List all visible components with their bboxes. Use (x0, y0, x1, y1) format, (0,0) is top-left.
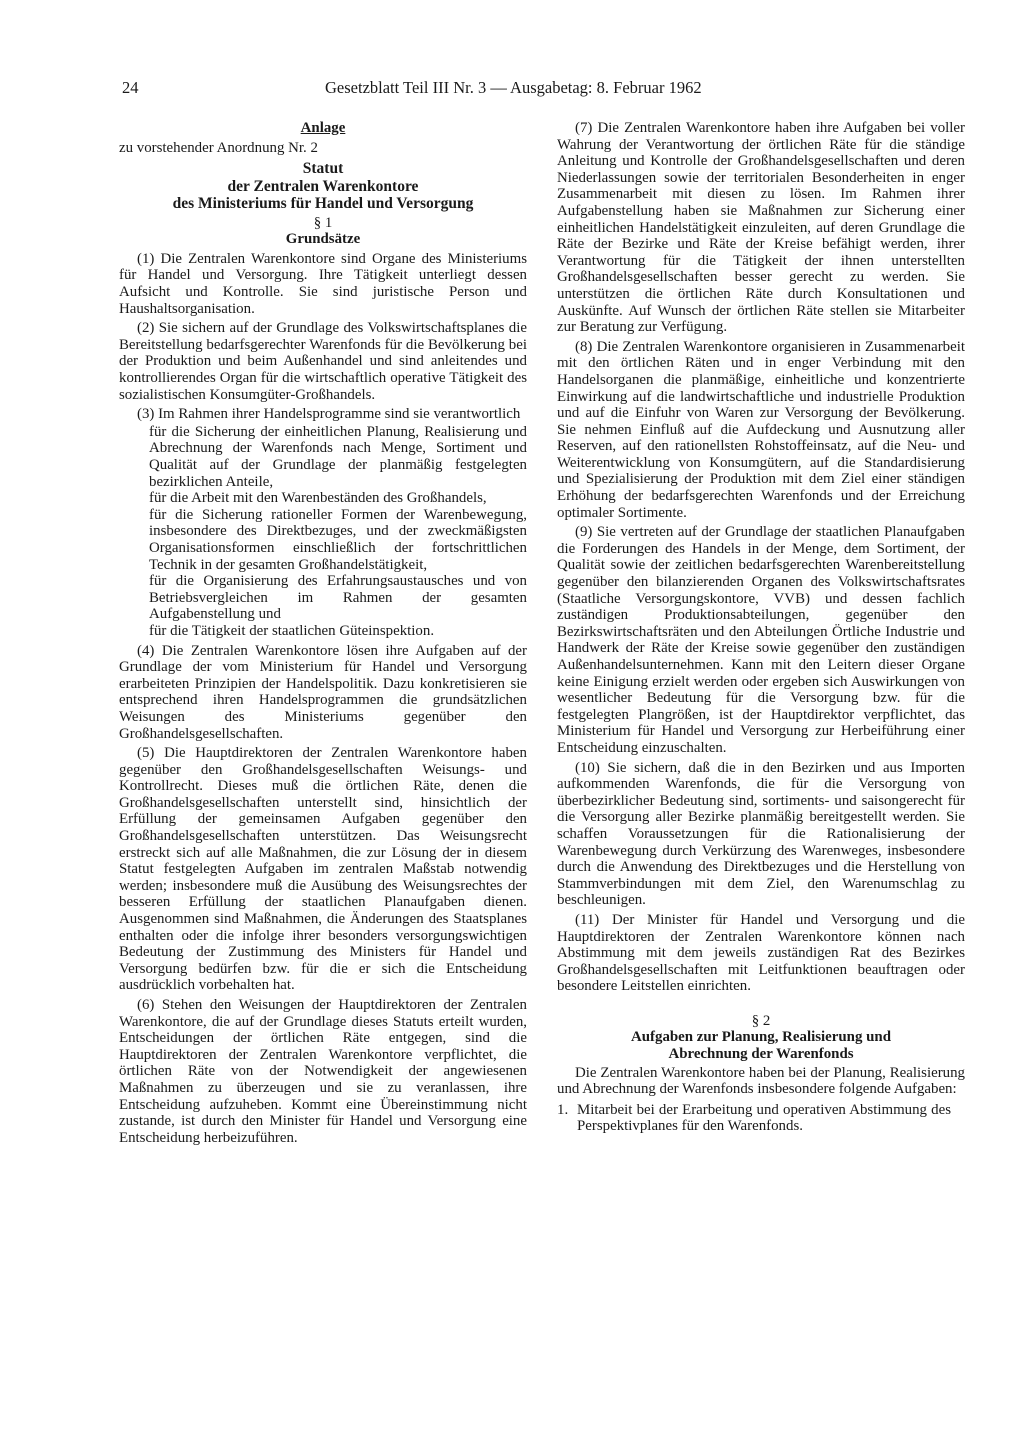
section-number: § 1 (313, 214, 333, 231)
paragraph-2: (2) Sie sichern auf der Grundlage des Volkswirtschaftsplanes die Bereitstellung bedarfsgerechter Warenfonds für die Bevölkerung bei der Produktion und beim Außenhandel und sind anleitendes und kontrollierendes Organ für die wirtschaftlich operative Tätigkeit des sozialistischen Konsumgüter-Großhandels. (119, 320, 527, 403)
paragraph-3-item-b: für die Arbeit mit den Warenbeständen des Großhandels, (149, 490, 487, 507)
paragraph-7: (7) Die Zentralen Warenkontore haben ihre Aufgaben bei voller Wahrung der Verantwortung der örtlichen Räte für die ständige Anleitung und Kontrolle der Großhandelsgesellschaften und deren Niederlassungen sowie der territorialen Besonderheiten in enger Zusammenarbeit mit diesen zu lösen. Im Rahmen ihrer Aufgabenstellung haben sie Maßnahmen zur Sicherung einer einheitlichen Handelstätigkeit einzuleiten, auf deren Grundlage die Räte der Bezirke und Räte der Kreise befähigt werden, ihrer Verantwortung für die Tätigkeit der ihnen unterstellten Großhandelsgesellschaften besser gerecht zu werden. Sie unterstützen die örtlichen Räte durch Konsultationen und Auskünfte. Auf Wunsch der örtlichen Räte stellen sie Mitarbeiter zur Beratung zur Verfügung. (557, 120, 965, 336)
paragraph-3-item-a: für die Sicherung der einheitlichen Planung, Realisierung und Abrechnung der Warenfonds nach Menge, Sortiment und Qualität auf der Grundlage der planmäßig festgelegten bezirklichen Anteile, (149, 423, 527, 490)
statute-subtitle-ministry: des Ministeriums für Handel und Versorgung (172, 195, 474, 213)
paragraph-3-item-e: für die Tätigkeit der staatlichen Güteinspektion. (149, 622, 435, 639)
paragraph-8: (8) Die Zentralen Warenkontore organisieren in Zusammenarbeit mit den örtlichen Räten und in enger Verbindung mit den Handelsorganen die planmäßige, einheitliche und konzentrierte Einwirkung auf die landwirtschaftliche und industrielle Produktion und auf die Einfuhr von Waren zur Versorgung der Bevölkerung. Sie nehmen Einfluß auf die Aufdeckung und Ausnutzung aller Reserven, auf den rationellsten Rohstoffeinsatz, auf die Neu- und Weiterentwicklung von Konsumgütern, auf die Standardisierung und Spezialisierung der Produktion mit dem Ziel einer ständigen Erhöhung der bedarfsgerechten Warenfonds und der Erreichung optimaler Sortimente. (557, 338, 965, 521)
annex-intro: zu vorstehender Anordnung Nr. 2 (119, 139, 318, 156)
section-2-title-line-2: Abrechnung der Warenfonds (668, 1046, 854, 1063)
list-item-1 (557, 1102, 965, 1135)
section-2-title-line-1: Aufgaben zur Planung, Realisierung und (631, 1029, 891, 1046)
paragraph-3-item-c: für die Sicherung rationeller Formen der Warenbewegung, insbesondere des Direktbezuges, und der zweckmäßigsten Organisationsformen einschließlich der fortschrittlichen Technik in der gesamten Großhandelstätigkeit, (149, 506, 527, 573)
list-item-1-text: Mitarbeit bei der Erarbeitung und operativen Abstimmung des Perspektivplanes für den Warenfonds. (577, 1101, 951, 1135)
page-number: 24 (122, 78, 139, 97)
paragraph-11: (11) Der Minister für Handel und Versorgung und die Hauptdirektoren der Zentralen Warenkontore können nach Abstimmung mit dem jeweils zuständigen Rat des Bezirkes Großhandelsgesellschaften mit Leitfunktionen beauftragen oder besondere Leitstellen einrichten. (557, 911, 965, 995)
paragraph-3-item-d: für die Organisierung des Erfahrungsaustausches und von Betriebsvergleichen im Rahmen der gesamten Aufgabenstellung und (149, 573, 527, 623)
section-title: Grundsätze (285, 231, 361, 248)
paragraph-6: (6) Stehen den Weisungen der Hauptdirektoren der Zentralen Warenkontore, die auf der Grundlage dieses Statuts erteilt wurden, Entscheidungen der örtlichen Räte entgegen, sind die Hauptdirektoren der Zentralen Warenkontore verpflichtet, die örtlichen Räte von der Notwendigkeit der angewiesenen Maßnahmen zu überzeugen und sie zu veranlassen, ihre Entscheidung aufzuheben. Kommt eine Übereinstimmung nicht zustande, ist durch den Minister für Handel und Versorgung eine Entscheidung herbeizuführen. (119, 997, 527, 1146)
left-column (119, 120, 527, 1149)
paragraph-1: (1) Die Zentralen Warenkontore sind Organe des Ministeriums für Handel und Versorgung. Ihre Tätigkeit unterliegt dessen Aufsicht und Kontrolle. Sie sind juristische Person und Haushaltsorganisation. (119, 250, 527, 317)
page-header (122, 78, 967, 102)
paragraph-10: (10) Sie sichern, daß die in den Bezirken und aus Importen aufkommenden Warenfonds, die für die Versorgung von überbezirklicher Bedeutung sind, sortiments- und saisongerecht für die Versorgung aller Bezirke planmäßig bereitgestellt werden. Sie schaffen Voraussetzungen für die Rationalisierung der Warenbewegung durch Verkürzung des Warenweges, insbesondere durch die Anwendung des Direktbezuges und die Herstellung von Stammverbindungen mit dem Ziel, den Warenumschlag zu beschleunigen. (557, 759, 965, 909)
paragraph-4: (4) Die Zentralen Warenkontore lösen ihre Aufgaben auf der Grundlage der vom Ministerium für Handel und Versorgung erarbeiteten Prinzipien der Handelspolitik. Dazu konkretisieren sie entsprechend ihren Handelsprogrammen die grundsätzlichen Weisungen des Ministeriums gegenüber den Großhandelsgesellschaften. (119, 642, 527, 742)
annex-heading: Anlage (300, 120, 346, 136)
right-column (557, 120, 965, 1135)
statute-subtitle: der Zentralen Warenkontore (227, 177, 419, 195)
paragraph-12: Die Zentralen Warenkontore haben bei der Planung, Realisierung und Abrechnung der Warenfonds insbesondere folgende Aufgaben: (557, 1064, 965, 1098)
list-item-1-number: 1. (557, 1101, 569, 1118)
statute-title: Statut (302, 160, 344, 178)
running-title: Gesetzblatt Teil III Nr. 3 — Ausgabetag: 8. Februar 1962 (325, 78, 702, 97)
paragraph-3: (3) Im Rahmen ihrer Handelsprogramme sind sie verantwortlich (137, 406, 521, 423)
section-2-number: § 2 (751, 1012, 771, 1029)
paragraph-5: (5) Die Hauptdirektoren der Zentralen Warenkontore haben gegenüber den Großhandelsgesellschaften Weisungs- und Kontrollrecht. Dieses muß die örtlichen Räte, denen die Großhandelsgesellschaften unterstellt sind, hinsichtlich der Erfüllung der gemeinsamen Aufgaben gegenüber den Großhandelsgesellschaften unterstützen. Das Weisungsrecht erstreckt sich auf alle Maßnahmen, die zur Lösung der in diesem Statut festgelegten Aufgaben im zentralen Maßstab notwendig werden; insbesondere muß die Ausübung des Weisungsrechtes der besseren Erfüllung der staatlichen Planaufgaben dienen. Ausgenommen sind Maßnahmen, die Änderungen des Staatsplanes enthalten oder die infolge ihrer besonders versorgungswichtigen Bedeutung der Zustimmung des Ministers für Handel und Versorgung bedürfen bzw. für die er sich die Entscheidung ausdrücklich vorbehalten hat. (119, 745, 527, 994)
paragraph-9: (9) Sie vertreten auf der Grundlage der staatlichen Planaufgaben die Forderungen des Handels in der Menge, dem Sortiment, der Qualität sowie der zeitlichen bedarfsgerechten Warenbereitstellung gegenüber den bilanzierenden Organen des Volkswirtschaftsrates (Staatliche Versorgungskontore, VVB) und dessen fachlich zuständigen Produktionsabteilungen, gegenüber den Bezirkswirtschaftsräten und den Abteilungen Örtliche Industrie und Handwerk der Räte der Kreise sowie gegenüber den zuständigen Außenhandelsunternehmen. Kann mit den Leitern dieser Organe keine Einigung erzielt werden oder ergeben sich Auswirkungen von wesentlicher Bedeutung für die Versorgung bzw. für die festgelegten Plangrößen, ist der Hauptdirektor verpflichtet, das Ministerium für Handel und Versorgung zur Herbeiführung einer Entscheidung einzuschalten. (557, 524, 965, 756)
